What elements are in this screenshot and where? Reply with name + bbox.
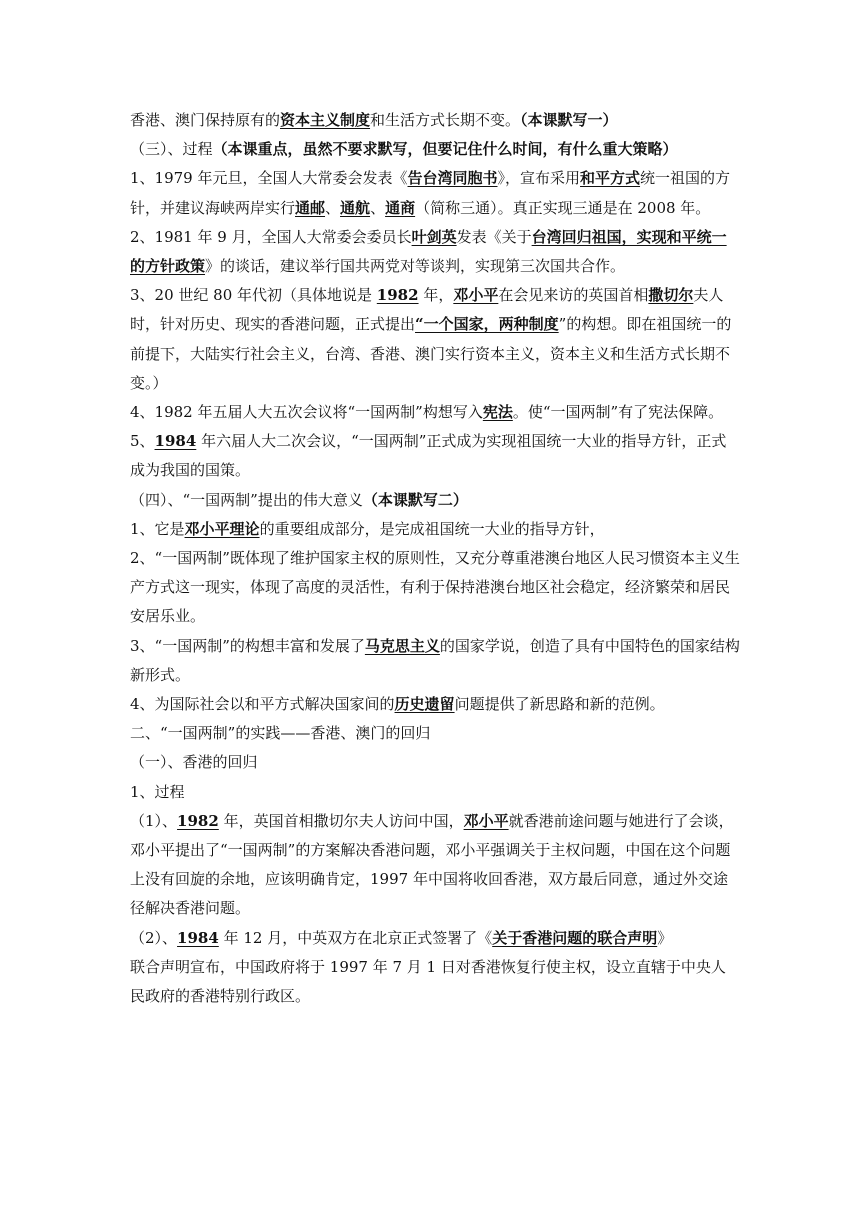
text-run: （三）、过程 — [130, 140, 213, 159]
text-run: 年，英国首相撒切尔夫人访问中国， — [218, 811, 464, 830]
key-term: 通商 — [385, 198, 416, 217]
paragraph — [130, 164, 740, 222]
text-run: 2、1981 年 9 月，全国人大常委会委员长 — [130, 227, 412, 246]
paragraph — [130, 690, 740, 719]
text-run: 3、“一国两制”的构想丰富和发展了 — [130, 636, 365, 655]
text-run: 4、1982 年五届人大五次会议将“一国两制”构想写入 — [130, 403, 483, 422]
paragraph — [130, 924, 740, 953]
key-term: 1984 — [154, 432, 197, 451]
text-run: 夫人时，针对历史、现实的香港问题，正式提出 — [130, 286, 724, 334]
text-run: 》 — [657, 928, 673, 947]
paragraph — [130, 515, 740, 544]
key-term: 1982 — [177, 811, 219, 830]
paragraph — [130, 778, 740, 807]
key-term: 通邮 — [295, 198, 326, 217]
key-term: 关于香港问题的联合声明 — [492, 928, 658, 947]
text-run: 问题提供了新思路和新的范例。 — [454, 695, 665, 714]
text-run: 就香港前途问题与她进行了会谈，邓小平提出了“一国两制”的方案解决香港问题，邓小平强调关于主权问题，中国在这个问题上没有回旋的余地，应该明确肯定，1997 年中国将收回香港，双方最后同意，通过外交途径解决香港问题。 — [130, 811, 734, 918]
text-run: 4、为国际社会以和平方式解决国家间的 — [130, 695, 395, 714]
text-run: ”的构想。即在祖国统一的前提下，大陆实行社会主义，台湾、香港、澳门实行资本主义，资本主义和生活方式长期不变。） — [130, 315, 732, 392]
key-term: 通航 — [340, 198, 371, 217]
text-run: 统一祖国的方针，并建议海峡两岸实行 — [130, 169, 731, 217]
paragraph — [130, 953, 740, 1011]
text-run: 和生活方式长期不变。 — [370, 111, 521, 129]
text-run: 、 — [325, 198, 341, 217]
key-term: 台湾回归祖国，实现和平统一的方针政策 — [130, 227, 727, 276]
text-run: 5、 — [130, 432, 155, 451]
paragraph — [130, 719, 740, 748]
text-run: 发表《关于 — [456, 227, 532, 246]
text-run: 》的谈话，建议举行国共两党对等谈判，实现第三次国共合作。 — [205, 257, 626, 276]
key-term: 叶剑英 — [411, 227, 457, 246]
text-run: （1）、 — [130, 811, 178, 830]
text-run: 年， — [418, 286, 454, 305]
paragraph — [130, 135, 740, 164]
text-run: 》，宣布采用 — [497, 169, 581, 188]
text-run: （简称三通）。真正实现三通是在 2008 年。 — [415, 198, 711, 217]
document-body — [130, 106, 740, 1011]
key-term: 资本主义制度 — [280, 111, 371, 129]
paragraph — [130, 427, 740, 485]
key-term: 1984 — [177, 928, 219, 947]
text-run: 联合声明宣布，中国政府将于 1997 年 7 月 1 日对香港恢复行使主权，设立直辖于中央人民政府的香港特别行政区。 — [130, 957, 726, 1006]
paragraph — [130, 106, 740, 135]
key-term: 邓小平 — [453, 286, 499, 305]
emphasis-text: （本课默写一） — [520, 111, 618, 129]
text-run: 。使“一国两制”有了宪法保障。 — [512, 403, 724, 422]
key-term: 历史遗留 — [394, 695, 455, 714]
paragraph — [130, 398, 740, 427]
text-run: 1、它是 — [130, 519, 185, 538]
emphasis-text: （本课重点，虽然不要求默写，但要记住什么时间，有什么重大策略） — [212, 140, 678, 159]
key-term: 和平方式 — [580, 169, 641, 188]
paragraph — [130, 807, 740, 924]
text-run: 年 12 月，中英双方在北京正式签署了《 — [218, 928, 493, 947]
text-run: 3、20 世纪 80 年代初（具体地说是 — [130, 286, 377, 305]
key-term: 1982 — [376, 286, 419, 305]
paragraph — [130, 223, 740, 281]
key-term: 邓小平理论 — [184, 519, 260, 538]
text-run: 年六届人大二次会议，“一国两制”正式成为实现祖国统一大业的指导方针，正式成为我国的国策。 — [130, 432, 727, 480]
paragraph — [130, 281, 740, 398]
key-term: “一个国家，两种制度 — [415, 315, 559, 334]
key-term: 马克思主义 — [364, 636, 440, 655]
paragraph — [130, 632, 740, 690]
text-run: 二、“一国两制”的实践——香港、澳门的回归 — [130, 724, 431, 743]
paragraph — [130, 486, 740, 515]
paragraph — [130, 544, 740, 632]
key-term: 宪法 — [482, 403, 513, 422]
text-run: 香港、澳门保持原有的 — [130, 111, 281, 129]
text-run: 、 — [370, 198, 386, 217]
emphasis-text: （本课默写二） — [362, 490, 468, 509]
key-term: 邓小平 — [463, 811, 509, 830]
text-run: 1、1979 年元旦，全国人大常委会发表《 — [130, 169, 408, 188]
text-run: 的国家学说，创造了具有中国特色的国家结构新形式。 — [130, 636, 740, 684]
paragraph — [130, 748, 740, 777]
text-run: 的重要组成部分，是完成祖国统一大业的指导方针， — [259, 519, 605, 538]
text-run: （四）、“一国两制”提出的伟大意义 — [130, 490, 363, 509]
text-run: 1、过程 — [130, 782, 185, 801]
text-run: （2）、 — [130, 928, 178, 947]
text-run: （一）、香港的回归 — [130, 753, 258, 772]
key-term: 告台湾同胞书 — [407, 169, 498, 188]
key-term: 撒切尔 — [648, 286, 694, 305]
text-run: 在会见来访的英国首相 — [498, 286, 649, 305]
text-run: 2、“一国两制”既体现了维护国家主权的原则性，又充分尊重港澳台地区人民习惯资本主义生产方式这一现实，体现了高度的灵活性，有利于保持港澳台地区社会稳定，经济繁荣和居民安居乐业。 — [130, 549, 740, 626]
